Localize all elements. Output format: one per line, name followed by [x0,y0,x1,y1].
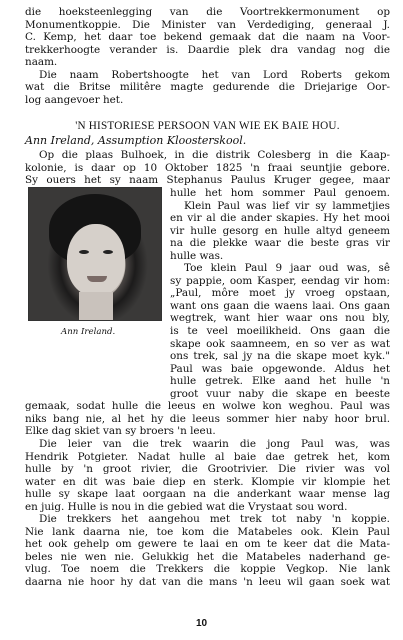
text-line: kolonie, is daar op 10 Oktober 1825 'n fraai seuntjie gebore. [25,161,390,174]
author-portrait-image [28,187,162,321]
text-line: Die trekkers het aangehou met trek tot naby 'n koppie. [39,513,390,526]
text-line: hulle by 'n groot rivier, die Grootrivier. Die rivier was vol [25,463,390,476]
text-line: „Paul, môre moet jy vroeg opstaan, [170,287,390,300]
text-line: Elke dag skiet van sy broers 'n leeu. [25,425,216,438]
article-bottom-paragraph [25,400,390,438]
article-wrapped-text [170,187,390,400]
text-line: Op die plaas Bulhoek, in die distrik Colesberg in die Kaap- [39,149,390,162]
text-line: naam. [25,56,58,69]
text-line: gemaak, sodat hulle die leeus en wolwe kon weghou. Paul was [25,400,390,413]
text-line: niks bang nie, al het hy die leeus sommer hier naby hoor brul. [25,412,390,425]
page-number: 10 [195,618,208,629]
text-line: Nie lank daarna nie, toe kom die Matabeles ook. Klein Paul [25,525,390,538]
text-line: beles nie wen nie. Gelukkig het die Matabeles naderhand ge- [25,550,390,563]
text-line: ons trek, sal jy na die skape moet kyk." [170,350,390,363]
text-line: Toe klein Paul 9 jaar oud was, sê [184,262,390,275]
text-line: daarna nie hoor hy dat van die mans 'n leeu wil gaan soek wat [25,575,390,588]
text-line: vlug. Toe noem die Trekkers die koppie Vegkop. Nie lank [25,563,390,576]
text-line: hulle het hom sommer Paul genoem. [170,187,390,200]
text-line: hulle getrek. Elke aand het hulle 'n [170,375,390,388]
text-line: Monumentkoppie. Die Minister van Verdediging, generaal J. [25,18,390,31]
text-line: hulle sy skape laat oorgaan na die anderkant waar mense lag [25,488,390,501]
text-line: trekkerhoogte verander is. Daardie plek dra vandag nog die [25,43,390,56]
text-line: wegtrek, want hier waar ons nou bly, [170,312,390,325]
text-line: en juig. Hulle is nou in die gebied wat die Vrystaat sou word. [25,500,348,513]
robertshoogte-paragraph [25,69,390,107]
text-line: sy pappie, oom Kasper, eendag vir hom: [170,274,390,287]
text-line: wat die Britse militêre magte gedurende die Driejarige Oor- [25,81,390,94]
article-opening-paragraph [25,149,390,187]
author-photo-figure [25,187,166,337]
trekkers-paragraph [25,513,390,588]
text-line: C. Kemp, het daar toe bekend gemaak dat die naam na Voor- [25,31,390,44]
text-line: die hoeksteenlegging van die Voortrekkermonument op [25,6,390,18]
text-line: en vir al die ander skapies. Hy het mooi [170,212,390,225]
text-line: Klein Paul was lief vir sy lammetjies [184,199,390,212]
text-line: vir hulle gesorg en hulle altyd geneem [170,224,390,237]
intro-paragraph [25,6,390,69]
text-line: hulle was. [170,249,224,262]
text-line: Die naam Robertshoogte het van Lord Roberts gekom [39,68,390,81]
text-line: na die plekke waar die beste gras vir [170,237,390,250]
text-line: Paul was baie opgewonde. Aldus het [170,362,390,375]
text-line: want ons gaan die waens laai. Ons gaan [170,299,390,312]
article-byline: Ann Ireland, Assumption Kloosterskool. [25,134,247,148]
photo-caption: Ann Ireland. [61,327,116,338]
text-line: groot vuur naby die skape en beeste [170,387,390,400]
leier-paragraph [25,438,390,513]
text-line: log aangevoer het. [25,93,124,106]
text-line: Sy ouers het sy naam Stephanus Paulus Kruger gegee, maar [25,174,390,187]
text-line: Die leier van die trek waarin die jong Paul was, was [39,437,390,450]
text-line: water en dit was baie diep en sterk. Klompie vir klompie het [25,475,390,488]
article-title: 'N HISTORIESE PERSOON VAN WIE EK BAIE HOU. [75,120,340,133]
text-line: is te veel moeilikheid. Ons gaan die [170,325,390,338]
text-line: skape ook saamneem, en so ver as wat [170,337,390,350]
document-page [25,6,390,589]
text-line: Hendrik Potgieter. Nadat hulle al baie dae getrek het, kom [25,450,390,463]
text-line: het ook gehelp om gewere te laai en om te keer dat die Mata- [25,538,390,551]
